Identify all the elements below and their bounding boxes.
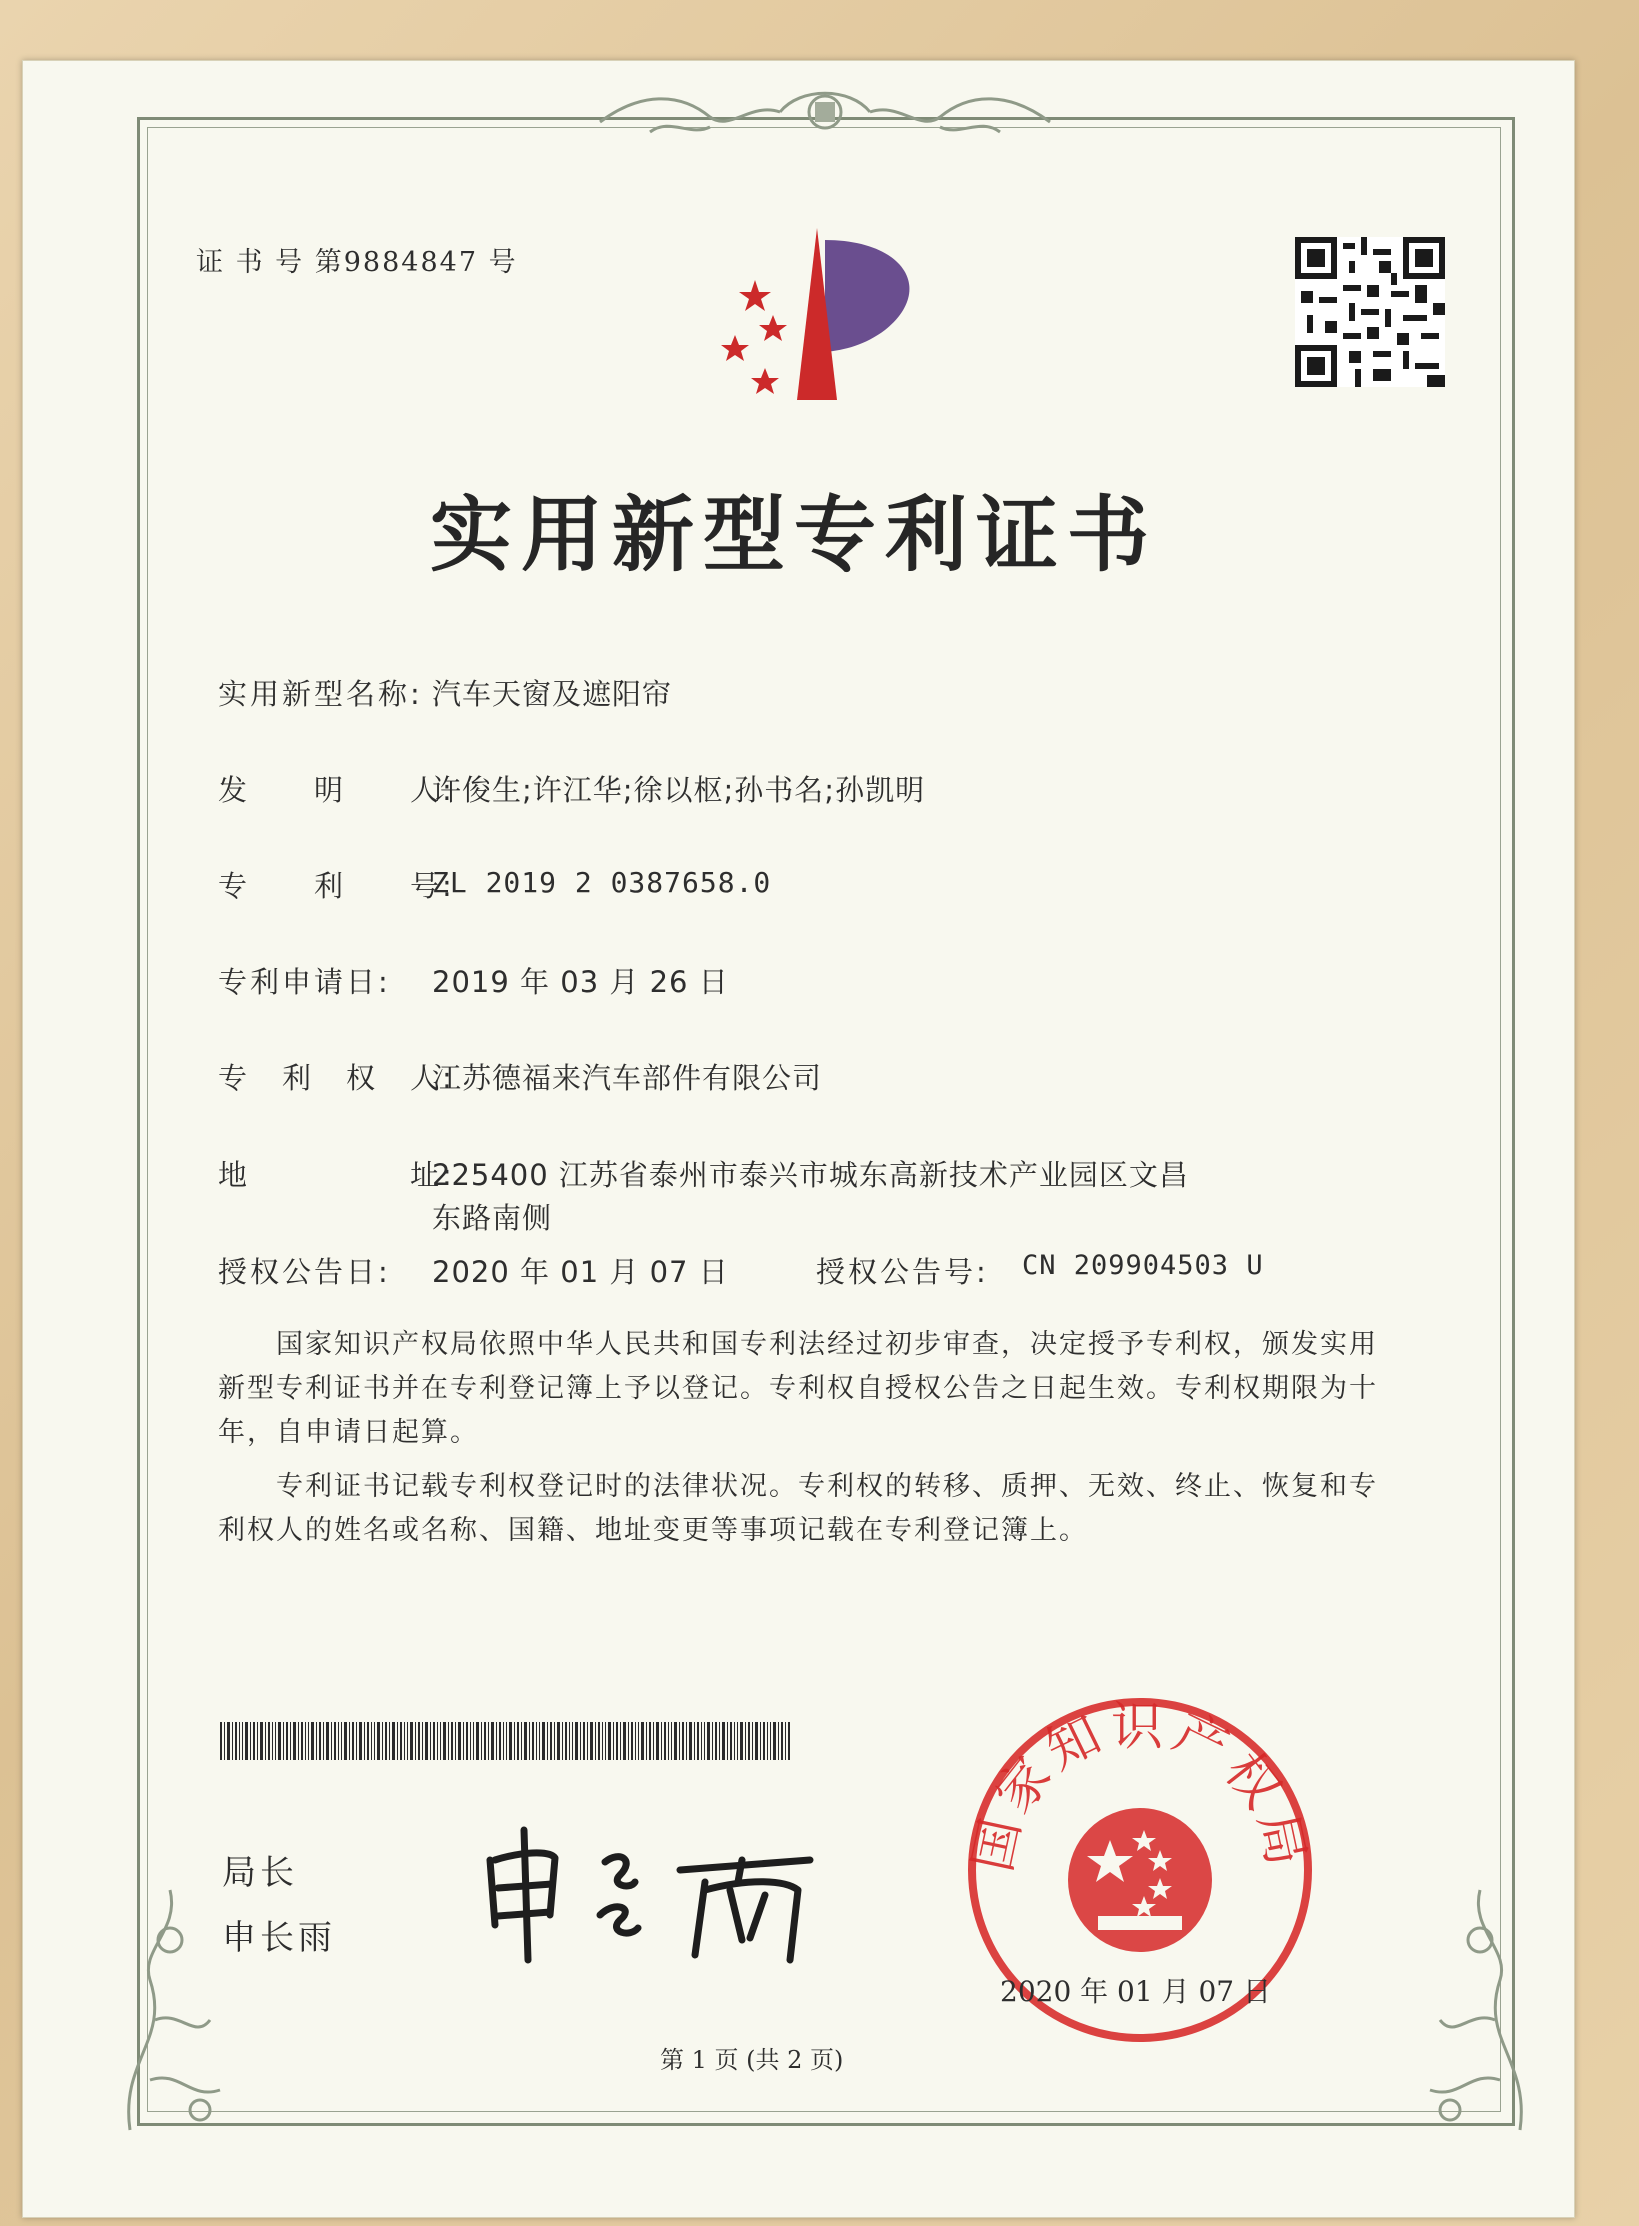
utility-model-name-value: 汽车天窗及遮阳帘 — [432, 677, 673, 711]
address-label: 地 址: — [218, 1158, 455, 1192]
paragraph-1-line-3: 年，自申请日起算。 — [218, 1417, 479, 1448]
inventor-value: 许俊生;许江华;徐以枢;孙书名;孙凯明 — [432, 773, 926, 807]
utility-model-name-label: 实用新型名称: — [218, 677, 423, 711]
handwritten-signature — [480, 1820, 840, 1970]
barcode — [220, 1722, 790, 1760]
application-date-label: 专利申请日: — [218, 965, 391, 999]
address-line-2: 东路南侧 — [432, 1201, 553, 1235]
patent-number-label: 专 利 号: — [218, 869, 455, 903]
paragraph-2-line-1: 专利证书记载专利权登记时的法律状况。专利权的转移、质押、无效、终止、恢复和专 — [276, 1471, 1378, 1502]
qr-code — [1295, 237, 1445, 387]
address-line-1: 225400 江苏省泰州市泰兴市城东高新技术产业园区文昌 — [432, 1158, 1189, 1192]
paragraph-2-line-2: 利权人的姓名或名称、国籍、地址变更等事项记载在专利登记簿上。 — [218, 1515, 1088, 1546]
patentee-value: 江苏德福来汽车部件有限公司 — [432, 1061, 823, 1095]
paragraph-1-line-1: 国家知识产权局依照中华人民共和国专利法经过初步审查，决定授予专利权，颁发实用 — [276, 1329, 1378, 1360]
inventor-label: 发 明 人: — [218, 773, 455, 807]
patentee-label: 专 利 权 人: — [218, 1061, 455, 1095]
certificate-number-label: 证 书 号 第 — [196, 247, 344, 278]
grant-number-value: CN 209904503 U — [1022, 1250, 1264, 1281]
patent-number-value: ZL 2019 2 0387658.0 — [432, 866, 772, 899]
grant-date-label: 授权公告日: — [218, 1255, 391, 1289]
page-indicator: 第 1 页 (共 2 页) — [660, 2046, 844, 2074]
certificate-number-suffix: 号 — [488, 247, 518, 278]
svg-text:国家知识产权局: 国家知识产权局 — [962, 1697, 1318, 1877]
grant-date-value: 2020 年 01 月 07 日 — [432, 1255, 729, 1289]
grant-number-label: 授权公告号: — [816, 1255, 989, 1289]
seal-date: 2020 年 01 月 07 日 — [1000, 1975, 1272, 2008]
certificate-number — [196, 240, 518, 279]
page-title: 实用新型专利证书 — [430, 487, 1159, 583]
director-title: 局长 — [222, 1853, 298, 1893]
director-name: 申长雨 — [222, 1918, 336, 1958]
application-date-value: 2019 年 03 月 26 日 — [432, 965, 729, 999]
top-ornament — [590, 82, 1060, 152]
paragraph-1-line-2: 新型专利证书并在专利登记簿上予以登记。专利权自授权公告之日起生效。专利权期限为十 — [218, 1373, 1378, 1404]
certificate-number-value: 9884847 — [343, 247, 478, 278]
patent-office-logo — [705, 220, 945, 420]
corner-ornament-right — [1400, 1880, 1540, 2140]
